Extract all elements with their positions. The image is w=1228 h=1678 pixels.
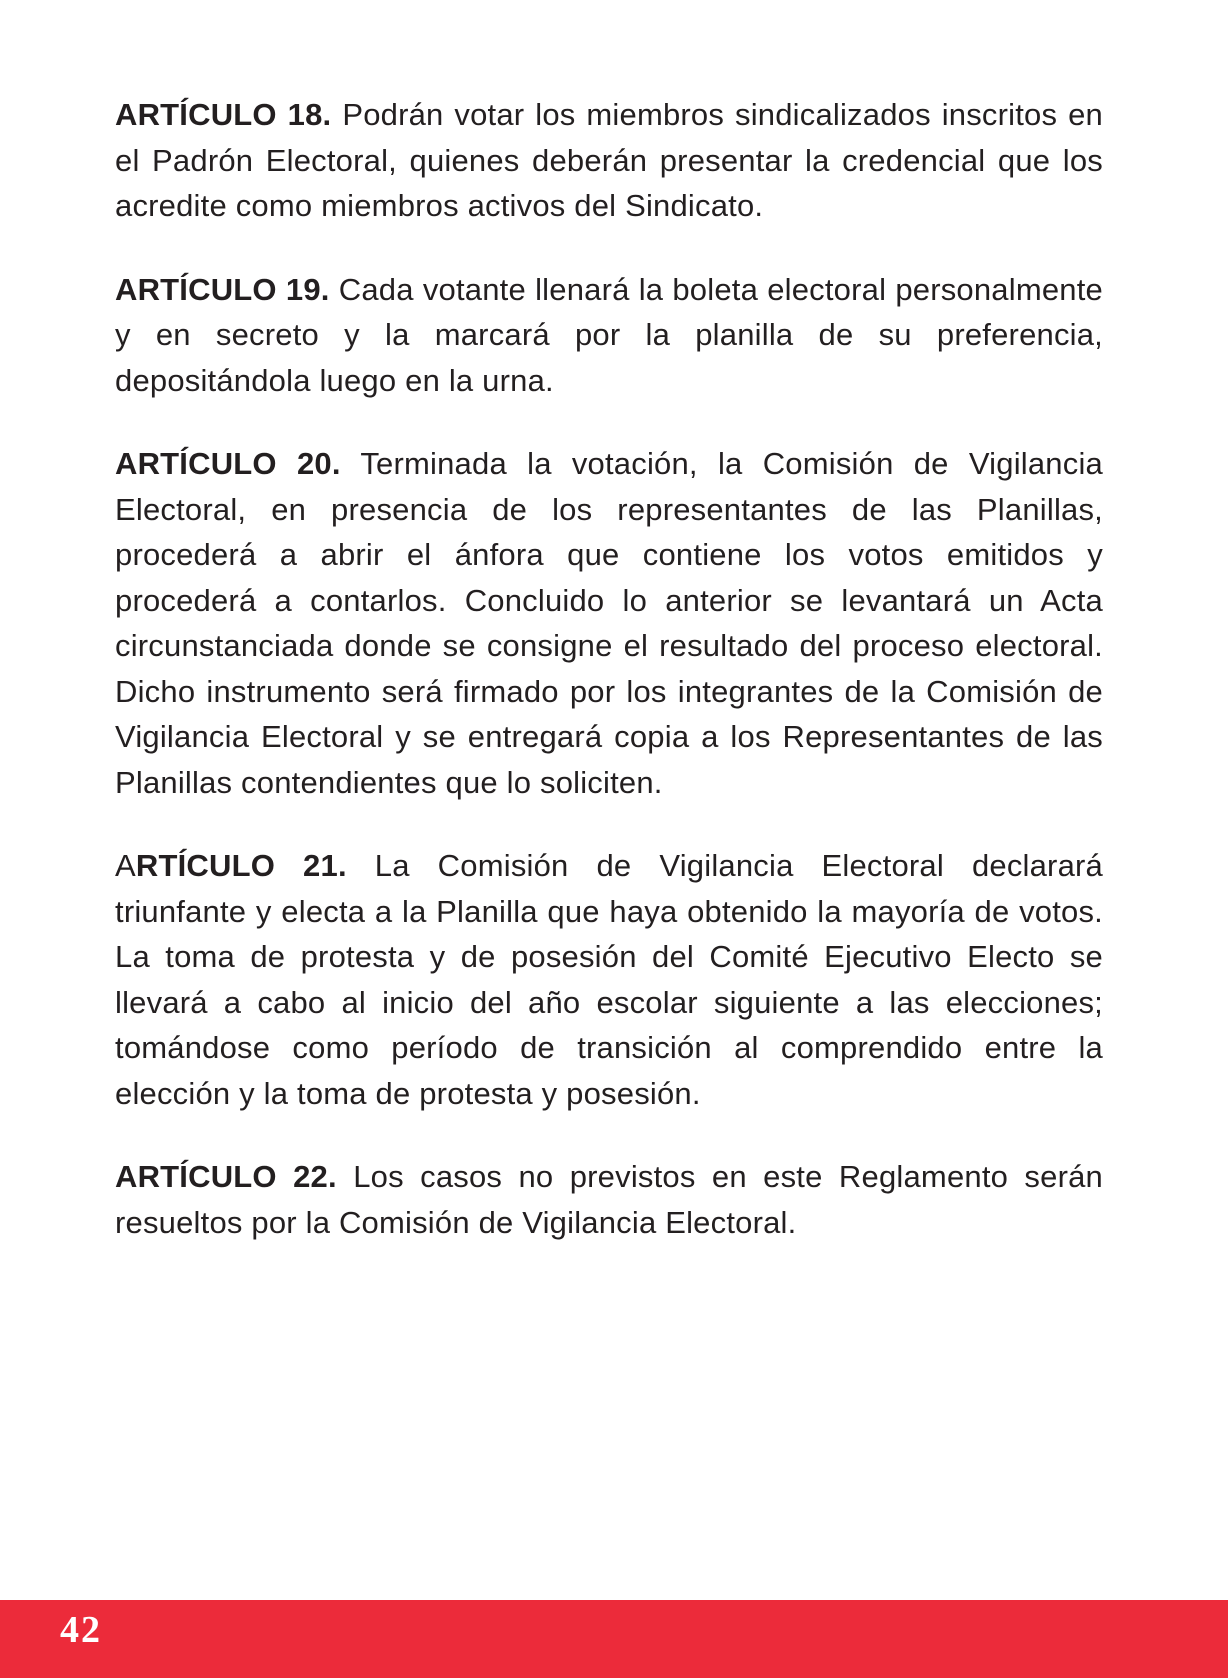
article-22-body-text: Los casos no previstos en este Reglamento serán resueltos por la Comisión de Vigilancia Electoral. [115,1159,1103,1240]
article-21-number-label: RTÍCULO 21. [135,848,347,883]
page-number: 42 [60,1609,102,1651]
article-20-body-text: Terminada la votación, la Comisión de Vigilancia Electoral, en presencia de los representantes de las Planillas, procederá a abrir el ánfora que contiene los votos emitidos y procederá a contarlos. Concluido lo anterior se levantará un Acta circunstanciada donde se consigne el resultado del proceso electoral. Dicho instrumento será firmado por los integrantes de la Comisión de Vigilancia Electoral y se entregará copia a los Representantes de las Planillas contendientes que lo soliciten. [115,446,1103,800]
article-paragraph-21 [115,843,1103,1116]
article-22-number-label: ARTÍCULO 22. [115,1159,337,1194]
article-20-number-label: ARTÍCULO 20. [115,446,341,481]
article-paragraph-22 [115,1154,1103,1245]
article-21-body-text: La Comisión de Vigilancia Electoral declarará triunfante y electa a la Planilla que haya obtenido la mayoría de votos. La toma de protesta y de posesión del Comité Ejecutivo Electo se llevará a cabo al inicio del año escolar siguiente a las elecciones; tomándose como período de transición al comprendido entre la elección y la toma de protesta y posesión. [115,848,1103,1111]
article-18-body-text: Podrán votar los miembros sindicalizados inscritos en el Padrón Electoral, quienes deberán presentar la credencial que los acredite como miembros activos del Sindicato. [115,97,1103,223]
article-19-number-label: ARTÍCULO 19. [115,271,330,307]
article-21-number-prefix: A [115,848,136,883]
footer-bar [0,1600,1228,1678]
article-18-number-label: ARTÍCULO 18. [115,97,332,132]
article-19-body-text: Cada votante llenará la boleta electoral personalmente y en secreto y la marcará por la planilla de su preferencia, depositándola luego en la urna. [115,271,1103,398]
article-paragraph-20 [115,441,1103,805]
article-paragraph-19 [115,267,1103,404]
article-paragraph-18 [115,92,1103,229]
